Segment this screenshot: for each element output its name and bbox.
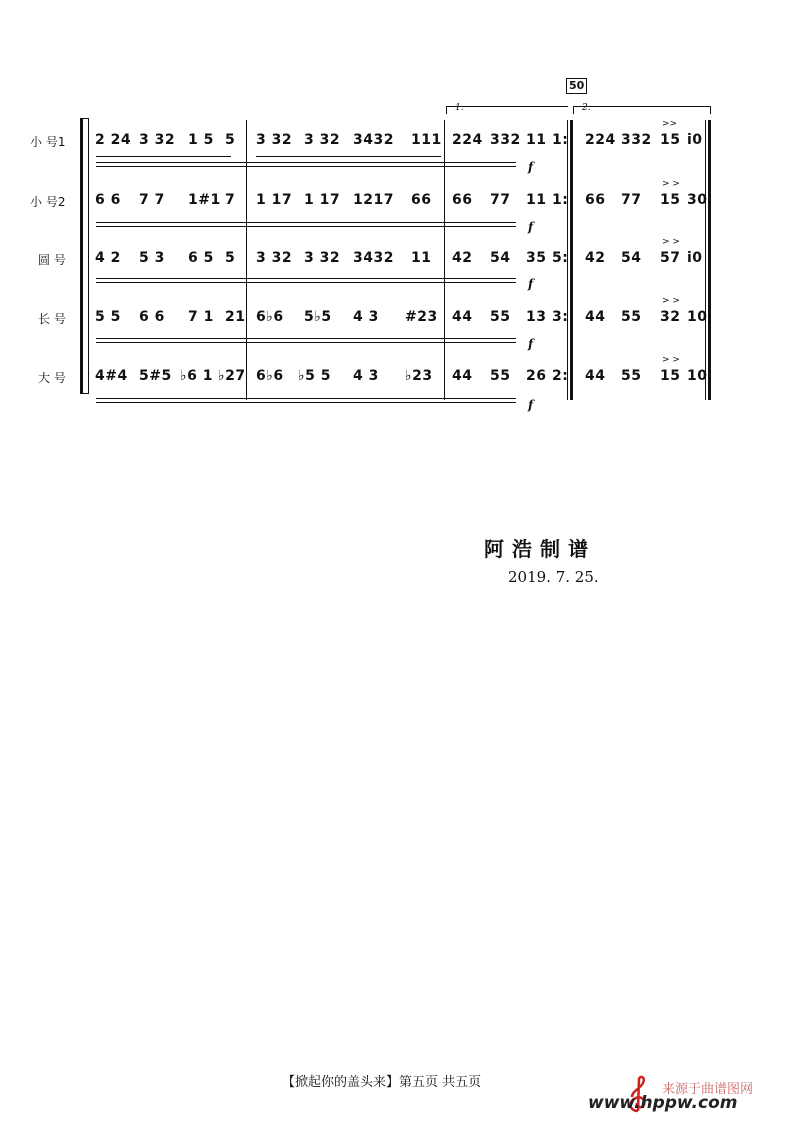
note-group: 5#5 [139,368,172,384]
note-group: 4 2 [95,250,121,266]
note-group: 6 5 [188,250,214,266]
part-label: 长 号 [38,312,66,326]
volta-2-bracket [573,106,711,107]
crescendo-line [96,226,516,227]
note-group: 111 [411,132,442,148]
note-group: 35 [526,250,547,266]
note-group: ♭23 [405,368,433,384]
accent-marks: > > [662,179,680,189]
note-group: 2: [552,368,569,384]
note-group: i0 [687,250,703,266]
note-group: 15 [660,368,681,384]
system-bracket [80,118,83,394]
crescendo-line [96,222,516,223]
final-barline-thick [708,120,711,400]
note-group: 332 [621,132,652,148]
beam-line [256,156,441,157]
system-start-line [88,118,89,394]
crescendo-line [96,166,516,167]
note-group: 1 17 [304,192,341,208]
note-group: 55 [490,309,511,325]
note-group: 10 [687,309,708,325]
crescendo-line [96,402,516,403]
dynamic-mark: f [528,277,534,291]
volta-1-bracket [446,106,568,107]
note-group: 11 [526,132,547,148]
accent-marks: > > [662,355,680,365]
note-group: 15 [660,192,681,208]
part-label: 圆 号 [38,253,66,267]
note-group: 11 [526,192,547,208]
note-group: 1 17 [256,192,293,208]
note-group: 54 [490,250,511,266]
dynamic-mark: f [528,220,534,234]
note-group: 224 [452,132,483,148]
note-group: 77 [490,192,511,208]
part-label: 小 号2 [30,195,66,209]
note-group: 7 7 [139,192,165,208]
note-group: 13 [526,309,547,325]
note-group: 6 6 [139,309,165,325]
note-group: 42 [585,250,606,266]
note-group: ♭5 5 [298,368,331,384]
crescendo-line [96,278,516,279]
beam-line [96,156,231,157]
note-group: 3 32 [139,132,176,148]
volta-2-label: 2. [582,103,591,113]
final-barline-thin [705,120,706,400]
note-group: 4 3 [353,309,379,325]
accent-marks: > > [662,296,680,306]
note-group: 77 [621,192,642,208]
note-group: ♭6 1 [180,368,213,384]
note-group: 4#4 [95,368,128,384]
note-group: 26 [526,368,547,384]
volta-1-label: 1. [455,103,464,113]
part-label: 小 号1 [30,135,66,149]
note-group: 42 [452,250,473,266]
note-group: 44 [585,368,606,384]
crescendo-line [96,338,516,339]
note-group: 5 5 [95,309,121,325]
repeat-barline-thick [570,120,573,400]
arranger-signature: 阿浩制谱 [484,537,596,561]
note-group: 3432 [353,132,394,148]
crescendo-line [96,398,516,399]
note-group: 11 [411,250,432,266]
note-group: 4 3 [353,368,379,384]
volta-1-hook [446,106,447,114]
note-group: 15 [660,132,681,148]
arrangement-date: 2019. 7. 25. [508,568,599,586]
note-group: 332 [490,132,521,148]
note-group: 1 5 [188,132,214,148]
note-group: 6♭6 [256,368,284,384]
crescendo-line [96,282,516,283]
note-group: 57 [660,250,681,266]
note-group: 2 24 [95,132,132,148]
note-group: 1217 [353,192,394,208]
note-group: 1: [552,132,569,148]
note-group: 3 32 [304,250,341,266]
note-group: 1#1 [188,192,221,208]
note-group: 44 [452,309,473,325]
note-group: 3 32 [256,132,293,148]
dynamic-mark: f [528,337,534,351]
note-group: 54 [621,250,642,266]
rehearsal-mark: 50 [566,78,587,94]
note-group: 6♭6 [256,309,284,325]
note-group: 10 [687,368,708,384]
note-group: 55 [490,368,511,384]
note-group: 55 [621,368,642,384]
accent-marks: >> [662,119,678,129]
note-group: 44 [585,309,606,325]
note-group: 6 6 [95,192,121,208]
note-group: 3: [552,309,569,325]
note-group: 55 [621,309,642,325]
note-group: 32 [660,309,681,325]
note-group: 3 32 [304,132,341,148]
note-group: 21 [225,309,246,325]
note-group: 1: [552,192,569,208]
note-group: 7 [225,192,236,208]
note-group: 3432 [353,250,394,266]
accent-marks: > > [662,237,680,247]
dynamic-mark: f [528,160,534,174]
note-group: i0 [687,132,703,148]
crescendo-line [96,162,516,163]
volta-2-hook [573,106,574,114]
part-label: 大 号 [38,371,66,385]
note-group: 7 1 [188,309,214,325]
note-group: 66 [585,192,606,208]
note-group: 5 [225,250,236,266]
note-group: 66 [452,192,473,208]
page-footer: 【掀起你的盖头来】第五页 共五页 [282,1075,482,1090]
note-group: 5: [552,250,569,266]
crescendo-line [96,342,516,343]
note-group: 30 [687,192,708,208]
note-group: 224 [585,132,616,148]
note-group: ♭27 [218,368,246,384]
note-group: 3 32 [256,250,293,266]
note-group: #23 [405,309,438,325]
note-group: 5♭5 [304,309,332,325]
watermark-text: 来源于曲谱图网 [662,1082,754,1097]
note-group: 5 [225,132,236,148]
note-group: 5 3 [139,250,165,266]
note-group: 44 [452,368,473,384]
volta-2-end [710,106,711,114]
dynamic-mark: f [528,398,534,412]
note-group: 66 [411,192,432,208]
watermark-url: www.hppw.com [588,1093,738,1113]
